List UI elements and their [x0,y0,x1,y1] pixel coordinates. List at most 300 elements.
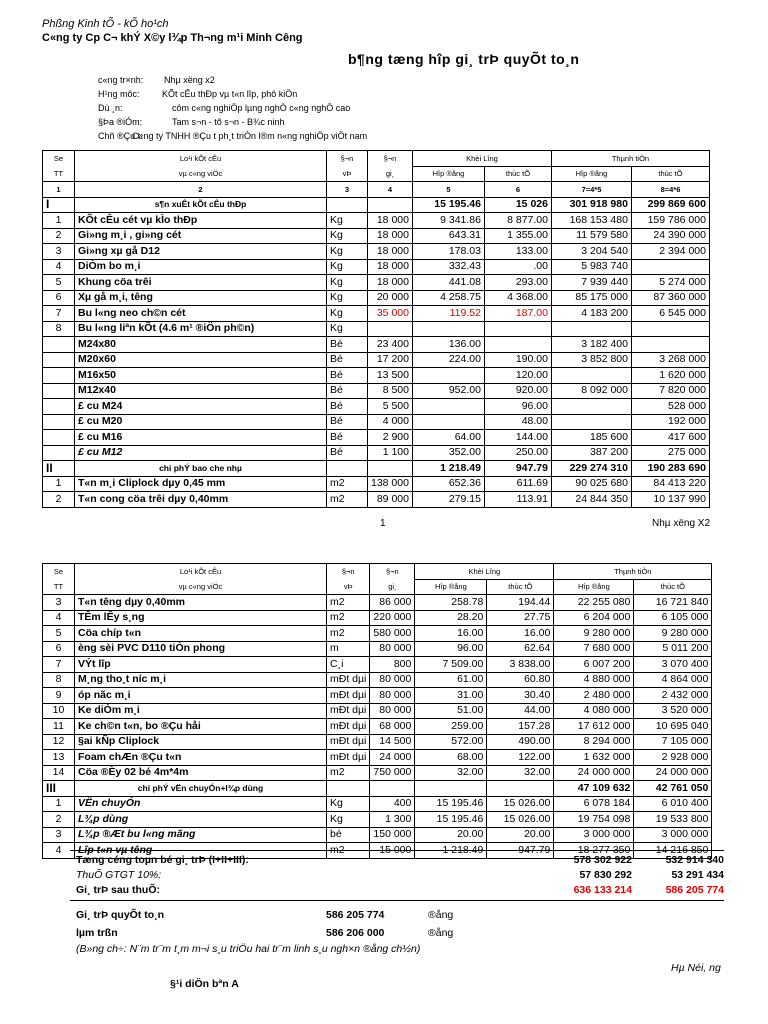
cell-amount-contract: 22 255 080 [554,595,634,611]
cell-unit: m2 [327,626,370,642]
cell-price: 18 000 [368,244,413,260]
cell-qty-contract: 51.00 [415,703,487,719]
cell-price: 18 000 [368,228,413,244]
cell-item: M24x80 [75,337,327,353]
cell-amount-contract: 1 632 000 [554,750,634,766]
cell-price: 220 000 [370,610,415,626]
cell-price: 1 100 [368,445,413,461]
cell-qty-actual: 947.79 [487,843,554,859]
table-row [43,476,710,492]
cell-item: DiÒm bo m¸i [75,259,327,275]
final-value: 586 205 774 [326,909,385,921]
cell-amount-actual: 3 070 400 [634,657,712,673]
cell-item: Gi»ng xµ gå D12 [75,244,327,260]
cell-qty-actual: 611.69 [484,476,551,492]
cell-amount-actual: 10 137 990 [631,492,709,508]
cell-qty-actual: 32.00 [487,765,554,781]
cell-price: 80 000 [370,672,415,688]
cell-amount-actual: 10 695 040 [634,719,712,735]
department-name: Phßng Kinh tÕ - kÕ ho¹ch [42,18,169,30]
cell-qty-actual: 920.00 [484,383,551,399]
cell-unit: Kg [327,321,368,337]
cell-item: £ cu M16 [75,430,327,446]
cell-item: Bu l«ng liªn kÕt (4.6 m¹ ®iÖn ph©n) [75,321,327,337]
cell-amount-actual: 3 520 000 [634,703,712,719]
cell-amount-contract: 11 579 580 [551,228,631,244]
document-title: b¶ng tæng hîp gi¸ trÞ quyÕt to¸n [348,51,580,67]
cell-amount-actual: 24 390 000 [631,228,709,244]
cell-amount-contract: 3 182 400 [551,337,631,353]
cell-amount-actual: 87 360 000 [631,290,709,306]
cell-qty-actual: 490.00 [487,734,554,750]
cell-item: Ke ch©n t«n, bo ®Çu håi [75,719,327,735]
table-row [43,595,712,611]
cell-item: M20x60 [75,352,327,368]
cell-amount-actual: 16 721 840 [634,595,712,611]
cell-qty-actual: 60.80 [487,672,554,688]
cell-item: Khung cöa trêi [75,275,327,291]
cell-price: 15 000 [370,843,415,859]
cell-unit: Kg [327,290,368,306]
cell-qty-actual: 187.00 [484,306,551,322]
cell-unit: Kg [327,306,368,322]
cell-item: s¶n xuÊt kÕt cÊu thÐp [75,197,327,213]
cell-stt: 3 [43,827,75,843]
cell-amount-actual: 42 761 050 [634,781,712,797]
cell-item: M16x50 [75,368,327,384]
cell-price: 23 400 [368,337,413,353]
cell-amount-actual: 24 000 000 [634,765,712,781]
cell-stt [43,337,75,353]
table-row [43,703,712,719]
cell-item: VÝt lîp [75,657,327,673]
cell-amount-contract: 8 294 000 [554,734,634,750]
cell-stt: 14 [43,765,75,781]
cell-item: óp nãc m¸i [75,688,327,704]
cell-amount-actual: 6 545 000 [631,306,709,322]
cell-amount-actual: 9 280 000 [634,626,712,642]
company-name: C«ng ty Cp C¬ khÝ X©y l¾p Th¬ng m¹i Minh Cêng [42,32,303,44]
cell-item: L¾p ®Æt bu l«ng mãng [75,827,327,843]
cell-amount-contract: 9 280 000 [554,626,634,642]
cell-qty-actual: 293.00 [484,275,551,291]
cell-stt: 10 [43,703,75,719]
section-row [43,781,712,797]
cell-unit: Kg [327,812,370,828]
cell-amount-actual: 159 786 000 [631,213,709,229]
cell-unit: mÐt dµi [327,672,370,688]
cell-qty-contract: 136.00 [412,337,484,353]
cell-amount-actual: 299 869 600 [631,197,709,213]
cell-unit: m2 [327,610,370,626]
table-row [43,445,710,461]
table-row [43,812,712,828]
header-row-top: Se Lo¹i kÕt cÊu §¬n §¬n Khèi Lîng Thµnh tiÒn [43,564,712,580]
cell-item: £ cu M12 [75,445,327,461]
cell-amount-contract: 3 204 540 [551,244,631,260]
cell-unit: Kg [327,275,368,291]
cell-qty-contract: 96.00 [415,641,487,657]
cell-qty-contract: 9 341.86 [412,213,484,229]
cell-qty-contract: 68.00 [415,750,487,766]
cell-stt: 8 [43,672,75,688]
cell-price: 750 000 [370,765,415,781]
cell-price: 80 000 [370,703,415,719]
cell-unit: Kg [327,796,370,812]
cell-unit: m2 [327,765,370,781]
cell-qty-actual: 947.79 [484,461,551,477]
cell-unit: m2 [327,843,370,859]
cell-unit: Kg [327,213,368,229]
header-quantity: Khèi Lîng [412,151,551,167]
cell-qty-actual: 44.00 [487,703,554,719]
cell-amount-actual [631,337,709,353]
cell-amount-contract: 6 078 184 [554,796,634,812]
cell-qty-actual: 157.28 [487,719,554,735]
cell-stt: 4 [43,259,75,275]
document-page: Phßng Kinh tÕ - kÕ ho¹ch C«ng ty Cp C¬ khÝ X©y l¾p Th¬ng m¹i Minh Cêng b¶ng tæng hîp gi¸ trÞ quyÕt to¸n c«ng tr×nh: Nhµ xëng x2 H¹ng môc: KÕt cÊu thÐp vµ t«n lîp, phô kiÖn Dù ¸n: côm c«ng nghiÖp lµng nghÒ c«ng nghÖ cao §Þa ®iÓm: Tam s¬n - tõ s¬n - B¾c ninh Chñ ®Çu t: C«ng ty TNHH ®Çu t ph¸t triÓn l®m n«ng nghiÖp viÖt nam Se Lo¹i kÕt cÊu §¬n §¬n Khèi Lîng Thµnh tiÒn TT vµ c«ng viÖc vÞ gi¸ Hîp ®ång thùc tÕ Hîp ®ång thùc tÕ 1 2 3 4 5 6 7=4*5 8=4*6 I s¶n xuÊt kÕt cÊu thÐp 15 195.46 15 026 301 918 980 299 869 600 1 KÕt cÊu cét vµ kÌo thÐp Kg 18 000 9 341.86 8 877.00 168 153 480 159 786 000 2 Gi»ng m¸i , gi»ng cét Kg 18 000 643.31 1 355.00 11 579 580 24 390 000 3 Gi»ng xµ gå D12 Kg 18 000 178.03 133.00 3 204 540 2 394 000 4 DiÒm bo m¸i Kg 18 000 332.43 .00 5 983 740 5 Khung cöa trêi Kg 18 000 441.08 293.00 7 939 440 5 274 000 6 Xµ gå m¸i, têng Kg 20 000 4 258.75 4 368.00 85 175 000 87 360 000 7 Bu l«ng neo ch©n cét Kg 35 000 119.52 187.00 4 183 200 6 545 000 8 Bu l«ng liªn kÕt (4.6 m¹ ®iÖn ph©n) Kg M24x80 Bé 23 400 136.00 3 182 400 M20x60 Bé 17 200 224.00 190.00 3 852 800 3 268 000 M16x50 Bé 13 500 120.00 1 620 000 M12x40 Bé 8 500 952.00 920.00 8 092 000 7 820 000 £ cu M24 Bé 5 500 96.00 528 000 £ cu M20 Bé 4 000 48.00 192 000 £ cu M16 Bé 2 900 64.00 144.00 185 600 417 600 £ cu M12 Bé 1 100 352.00 250.00 387 200 275 000 II chi phÝ bao che nhµ 1 218.49 947.79 229 274 310 190 283 690 1 T«n m¸i Cliplock dµy 0,45 mm m2 138 000 652.36 611.69 90 025 680 84 413 220 2 T«n cong cöa trêi dµy 0,40mm m2 89 000 279.15 113.91 24 844 350 10 137 990 1 Nhµ xëng X2 Se Lo¹i kÕt cÊu §¬n §¬n Khèi Lîng Thµnh tiÒn TT vµ c«ng viÖc vÞ gi¸ Hîp ®ång thùc tÕ Hîp ®ång thùc tÕ 3 T«n têng dµy 0,40mm m2 86 000 258.78 194.44 22 255 080 16 721 840 4 TÊm lÊy s¸ng m2 220 000 28.20 27.75 6 204 000 6 105 000 5 Cöa chíp t«n m2 580 000 16.00 16.00 9 280 000 9 280 000 6 èng sèi PVC D110 tiÒn phong m 80 000 96.00 62.64 7 680 000 5 011 200 7 VÝt lîp C¸i 800 7 509.00 3 838.00 6 007 200 3 070 400 8 M¸ng tho¸t níc m¸i mÐt dµi 80 000 61.00 60.80 4 880 000 4 864 000 9 óp nãc m¸i mÐt dµi 80 000 31.00 30.40 2 480 000 2 432 000 10 Ke diÒm m¸i mÐt dµi 80 000 51.00 44.00 4 080 000 3 520 000 11 Ke ch©n t«n, bo ®Çu håi mÐt dµi 68 000 259.00 157.28 17 612 000 10 695 040 12 §ai kÑp Cliplock mÐt dµi 14 500 572.00 490.00 8 294 000 7 105 000 13 Foam chÆn ®Çu t«n mÐt dµi 24 000 68.00 122.00 1 632 000 2 928 000 14 Cöa ®Èy 02 bé 4m*4m m2 750 000 32.00 32.00 24 000 000 24 000 000 III chi phÝ vËn chuyÓn+l¾p dùng 47 109 632 42 761 050 1 VËn chuyÓn Kg 400 15 195.46 15 026.00 6 078 184 6 010 400 2 L¾p dùng Kg 1 300 15 195.46 15 026.00 19 754 098 19 533 800 3 L¾p ®Æt bu l«ng mãng bé 150 000 20.00 20.00 3 000 000 3 000 000 4 Lîp t«n vµ têng m2 15 000 1 218.49 947.79 18 277 350 14 216 850 Tæng céng toµn bé gi¸ trÞ (I+II+III): 578 302 922 532 914 340 ThuÕ GTGT 10%: 57 830 292 53 291 434 Gi¸ trÞ sau thuÕ: 636 133 214 586 205 774 Gi¸ trÞ quyÕt to¸n 586 205 774 ®ång lµm trßn 586 206 000 ®ång (B»ng ch÷: N¨m tr¨m t¸m m¬i s¸u triÖu hai tr¨m linh s¸u ngh×n ®ång ch½n) Hµ Néi, ng §¹i diÖn bªn A [42,18,724,990]
table-row [43,321,710,337]
cell-amount-contract: 17 612 000 [554,719,634,735]
cell-qty-contract: 224.00 [412,352,484,368]
cell-amount-contract: 5 983 740 [551,259,631,275]
cell-price: 68 000 [370,719,415,735]
cell-qty-actual: 96.00 [484,399,551,415]
table-row [43,765,712,781]
table-row [43,641,712,657]
cell-unit: mÐt dµi [327,719,370,735]
cell-amount-contract: 4 080 000 [554,703,634,719]
cell-price: 4 000 [368,414,413,430]
cell-item: chi phÝ bao che nhµ [75,461,327,477]
amount-in-words: (B»ng ch÷: N¨m tr¨m t¸m m¬i s¸u triÖu hai tr¨m linh s¸u ngh×n ®ång ch½n) [76,943,421,955]
cell-item: VËn chuyÓn [75,796,327,812]
cell-stt: 6 [43,641,75,657]
cell-price: 5 500 [368,399,413,415]
cell-amount-actual: 3 000 000 [634,827,712,843]
cell-qty-actual: 15 026 [484,197,551,213]
cell-amount-actual: 5 011 200 [634,641,712,657]
cell-qty-contract: 441.08 [412,275,484,291]
cell-qty-contract: 15 195.46 [415,812,487,828]
table-row [43,750,712,766]
cell-qty-contract: 258.78 [415,595,487,611]
cell-unit: mÐt dµi [327,750,370,766]
table-row [43,734,712,750]
cell-price: 138 000 [368,476,413,492]
cell-price: 80 000 [370,688,415,704]
cell-qty-contract: 28.20 [415,610,487,626]
cell-amount-contract: 90 025 680 [551,476,631,492]
cell-qty-actual: 48.00 [484,414,551,430]
table-row [43,688,712,704]
cell-amount-contract: 85 175 000 [551,290,631,306]
cell-price: 17 200 [368,352,413,368]
cell-item: Bu l«ng neo ch©n cét [75,306,327,322]
table-row [43,827,712,843]
cell-unit: Bé [327,368,368,384]
cell-price [368,197,413,213]
rounded-label: lµm trßn [76,927,118,939]
table-row [43,228,710,244]
cell-stt: 4 [43,843,75,859]
cell-item: chi phÝ vËn chuyÓn+l¾p dùng [75,781,327,797]
cell-stt [43,399,75,415]
cell-qty-actual [484,337,551,353]
cell-stt: 3 [43,595,75,611]
cell-qty-contract: 1 218.49 [412,461,484,477]
cell-qty-actual: 62.64 [487,641,554,657]
section-row [43,197,710,213]
cell-amount-contract: 7 939 440 [551,275,631,291]
cell-item: T«n cong cöa trêi dµy 0,40mm [75,492,327,508]
table-row [43,610,712,626]
cell-amount-contract: 8 092 000 [551,383,631,399]
cell-amount-contract: 387 200 [551,445,631,461]
cell-amount-contract: 24 844 350 [551,492,631,508]
cell-amount-actual: 417 600 [631,430,709,446]
cell-price: 35 000 [368,306,413,322]
cell-price [370,781,415,797]
cell-stt: 12 [43,734,75,750]
cell-price: 800 [370,657,415,673]
cell-stt [43,445,75,461]
table-row [43,290,710,306]
rounded-value: 586 206 000 [326,927,385,939]
cell-item: £ cu M20 [75,414,327,430]
cell-qty-contract: 1 218.49 [415,843,487,859]
cell-qty-contract: 4 258.75 [412,290,484,306]
cell-qty-actual: 3 838.00 [487,657,554,673]
cell-qty-actual: 113.91 [484,492,551,508]
summary-total: Tæng céng toµn bé gi¸ trÞ (I+II+III): 578 302 922 532 914 340 [76,854,724,866]
cell-amount-actual: 7 820 000 [631,383,709,399]
cell-item: TÊm lÊy s¸ng [75,610,327,626]
cell-amount-actual [631,321,709,337]
header-row-bottom: TT vµ c«ng viÖc vÞ gi¸ Hîp ®ång thùc tÕ Hîp ®ång thùc tÕ [43,166,710,182]
cell-amount-contract: 6 204 000 [554,610,634,626]
final-value-unit: ®ång [428,909,454,921]
cell-amount-actual: 3 268 000 [631,352,709,368]
header-row-top [43,151,710,167]
cell-qty-contract: 332.43 [412,259,484,275]
cell-unit: Bé [327,445,368,461]
cell-amount-contract: 301 918 980 [551,197,631,213]
cell-price: 86 000 [370,595,415,611]
cell-qty-contract [412,368,484,384]
cell-qty-contract: 352.00 [412,445,484,461]
cell-stt: 9 [43,688,75,704]
cell-amount-contract: 19 754 098 [554,812,634,828]
cell-amount-contract: 47 109 632 [554,781,634,797]
cell-amount-actual: 6 105 000 [634,610,712,626]
cell-stt: 1 [43,796,75,812]
cost-table-part-2 [42,563,712,859]
cell-price: 18 000 [368,275,413,291]
table-row [43,626,712,642]
cell-qty-actual: 194.44 [487,595,554,611]
cell-price: 400 [370,796,415,812]
cell-item: §ai kÑp Cliplock [75,734,327,750]
cell-amount-actual: 5 274 000 [631,275,709,291]
cell-item: Cöa ®Èy 02 bé 4m*4m [75,765,327,781]
table-row [43,414,710,430]
cell-amount-contract: 3 852 800 [551,352,631,368]
cell-amount-actual: 7 105 000 [634,734,712,750]
cell-amount-contract: 168 153 480 [551,213,631,229]
page-number: 1 [380,518,386,529]
cell-price: 8 500 [368,383,413,399]
cell-unit: Bé [327,399,368,415]
header-unit: §¬n [327,151,368,167]
cell-unit: m2 [327,595,370,611]
cell-amount-actual: 14 216 850 [634,843,712,859]
cell-stt: 13 [43,750,75,766]
cell-amount-actual: 19 533 800 [634,812,712,828]
final-value-label: Gi¸ trÞ quyÕt to¸n [76,909,165,921]
table-row [43,657,712,673]
header-stt: Se [43,151,75,167]
table-row [43,399,710,415]
cell-stt [43,368,75,384]
cell-amount-actual: 2 928 000 [634,750,712,766]
table-row [43,259,710,275]
cell-unit: Kg [327,259,368,275]
header-price: §¬n [368,151,413,167]
cell-item: Lîp t«n vµ têng [75,843,327,859]
cell-stt: 7 [43,657,75,673]
cell-item: èng sèi PVC D110 tiÒn phong [75,641,327,657]
cell-qty-actual: 15 026.00 [487,812,554,828]
cell-amount-contract: 6 007 200 [554,657,634,673]
cell-qty-contract [412,399,484,415]
cell-amount-contract: 24 000 000 [554,765,634,781]
cell-amount-actual: 6 010 400 [634,796,712,812]
section-row [43,461,710,477]
cell-unit [327,781,370,797]
cell-amount-actual: 2 432 000 [634,688,712,704]
cell-amount-contract [551,399,631,415]
cell-stt: 1 [43,476,75,492]
cell-qty-contract [415,781,487,797]
cell-amount-actual: 275 000 [631,445,709,461]
cell-price: 20 000 [368,290,413,306]
cell-price [368,461,413,477]
cell-price: 1 300 [370,812,415,828]
cell-qty-contract: 15 195.46 [415,796,487,812]
cell-item: Foam chÆn ®Çu t«n [75,750,327,766]
summary-after-tax: Gi¸ trÞ sau thuÕ: 636 133 214 586 205 774 [76,884,724,896]
cell-amount-actual: 84 413 220 [631,476,709,492]
cell-unit [327,461,368,477]
cell-amount-contract: 18 277 350 [554,843,634,859]
summary-block [76,854,724,899]
cell-unit: mÐt dµi [327,688,370,704]
table-row [43,383,710,399]
cost-table-part-1 [42,150,710,508]
cell-stt: 2 [43,492,75,508]
cell-qty-contract: 32.00 [415,765,487,781]
cell-qty-actual [487,781,554,797]
cell-qty-contract: 279.15 [412,492,484,508]
cell-qty-contract: 652.36 [412,476,484,492]
cell-stt: I [43,197,75,213]
cell-stt [43,430,75,446]
cell-qty-actual: 190.00 [484,352,551,368]
cell-item: T«n têng dµy 0,40mm [75,595,327,611]
cell-item: £ cu M24 [75,399,327,415]
cell-qty-actual: 133.00 [484,244,551,260]
table-row [43,213,710,229]
table-row [43,796,712,812]
cell-qty-contract: 31.00 [415,688,487,704]
cell-qty-contract: 61.00 [415,672,487,688]
cell-amount-contract: 2 480 000 [554,688,634,704]
cell-stt [43,383,75,399]
cell-qty-contract: 572.00 [415,734,487,750]
cell-stt: 5 [43,626,75,642]
cell-qty-contract: 16.00 [415,626,487,642]
cell-amount-contract: 4 880 000 [554,672,634,688]
cell-unit: mÐt dµi [327,734,370,750]
cell-qty-actual: 144.00 [484,430,551,446]
cell-qty-contract: 64.00 [412,430,484,446]
table-row [43,275,710,291]
cell-amount-contract [551,414,631,430]
cell-stt: II [43,461,75,477]
cell-stt: 2 [43,228,75,244]
cell-amount-contract: 7 680 000 [554,641,634,657]
summary-vat: ThuÕ GTGT 10%: 57 830 292 53 291 434 [76,869,724,881]
cell-qty-contract: 7 509.00 [415,657,487,673]
cell-unit: Kg [327,244,368,260]
table-row [43,352,710,368]
cell-unit: Bé [327,430,368,446]
cell-qty-actual: 250.00 [484,445,551,461]
cell-qty-contract: 20.00 [415,827,487,843]
cell-price: 14 500 [370,734,415,750]
cell-price: 80 000 [370,641,415,657]
cell-item: M¸ng tho¸t níc m¸i [75,672,327,688]
cell-unit: Bé [327,414,368,430]
cell-item: Cöa chíp t«n [75,626,327,642]
cell-amount-contract [551,368,631,384]
cell-amount-actual: 190 283 690 [631,461,709,477]
cell-unit: Bé [327,383,368,399]
cell-unit: C¸i [327,657,370,673]
header-row-bottom: TT vµ c«ng viÖc vÞ gi¸ Hîp ®ång thùc tÕ Hîp ®ång thùc tÕ [43,579,712,595]
cell-amount-actual [631,259,709,275]
cell-stt: 2 [43,812,75,828]
cell-price: 2 900 [368,430,413,446]
cell-stt: 3 [43,244,75,260]
table-row [43,672,712,688]
cell-price: 89 000 [368,492,413,508]
cell-qty-actual: 16.00 [487,626,554,642]
cell-item: T«n m¸i Cliplock dµy 0,45 mm [75,476,327,492]
cell-qty-actual: 1 355.00 [484,228,551,244]
table-row [43,368,710,384]
cell-qty-actual [484,321,551,337]
cell-stt: 4 [43,610,75,626]
header-item: Lo¹i kÕt cÊu [75,151,327,167]
table-row [43,244,710,260]
cell-stt: 7 [43,306,75,322]
cell-qty-actual: 30.40 [487,688,554,704]
cell-unit [327,197,368,213]
table-row [43,306,710,322]
cell-price: 18 000 [368,213,413,229]
